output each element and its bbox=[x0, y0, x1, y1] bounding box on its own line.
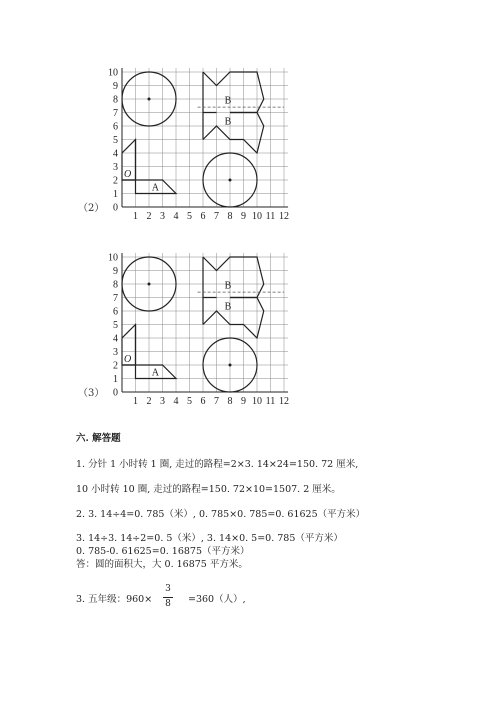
q3-fraction-bar bbox=[163, 597, 173, 598]
x-tick-label: 2 bbox=[146, 211, 152, 222]
y-tick-label: 0 bbox=[113, 387, 118, 399]
y-tick-label: 7 bbox=[113, 108, 118, 119]
grid-figure-2 bbox=[88, 62, 298, 222]
q3-prefix: 3. 五年级：960× bbox=[76, 594, 153, 605]
shape-b-bottom-outline bbox=[203, 113, 264, 154]
y-tick-label: 2 bbox=[113, 175, 118, 187]
y-tick-label: 9 bbox=[113, 81, 118, 92]
q3-numerator: 3 bbox=[165, 584, 171, 594]
y-tick-label: 8 bbox=[113, 94, 118, 106]
shape-a-label: A bbox=[151, 182, 159, 194]
q1-line2: 10 小时转 10 圈, 走过的路程=150. 72×10=1507. 2 厘米。 bbox=[76, 484, 341, 495]
y-tick-label: 8 bbox=[113, 279, 118, 291]
y-tick-label: 9 bbox=[113, 266, 118, 277]
q2-line4: 答：圆的面积大，大 0. 16875 平方米。 bbox=[76, 559, 248, 570]
x-tick-label: 10 bbox=[252, 211, 262, 222]
q2-line3: 0. 785-0. 61625=0. 16875（平方米） bbox=[76, 546, 250, 557]
x-tick-label: 5 bbox=[187, 211, 192, 222]
x-tick-label: 4 bbox=[173, 211, 179, 222]
x-tick-label: 7 bbox=[214, 396, 219, 407]
y-tick-label: 3 bbox=[113, 162, 118, 173]
shape-b-top-outline bbox=[203, 72, 264, 113]
shape-b-bottom-label: B bbox=[224, 301, 232, 313]
x-tick-label: 8 bbox=[227, 211, 233, 222]
figure-2-label: （2） bbox=[78, 203, 105, 214]
y-tick-label: 6 bbox=[113, 306, 118, 318]
q3-denominator: 8 bbox=[165, 599, 171, 609]
shape-b-bottom-outline bbox=[203, 298, 264, 339]
circle-center-top-left bbox=[148, 283, 151, 286]
x-tick-label: 7 bbox=[214, 211, 219, 222]
y-tick-label: 1 bbox=[113, 189, 118, 200]
x-tick-label: 11 bbox=[265, 396, 276, 407]
x-tick-label: 12 bbox=[279, 211, 289, 222]
x-tick-label: 1 bbox=[133, 211, 138, 222]
y-tick-label: 7 bbox=[113, 293, 118, 304]
x-tick-label: 6 bbox=[200, 211, 206, 222]
section-heading: 六. 解答题 bbox=[76, 433, 121, 444]
x-tick-label: 2 bbox=[146, 396, 152, 407]
y-tick-label: 2 bbox=[113, 360, 118, 372]
y-tick-label: 1 bbox=[113, 374, 118, 385]
x-tick-label: 8 bbox=[227, 396, 233, 407]
y-tick-label: 4 bbox=[113, 333, 118, 345]
circle-center-bottom-right bbox=[229, 364, 232, 367]
x-tick-label: 12 bbox=[279, 396, 289, 407]
x-tick-label: 4 bbox=[173, 396, 179, 407]
y-tick-label: 3 bbox=[113, 347, 118, 358]
y-tick-label: 0 bbox=[113, 202, 118, 214]
shape-b-top-outline bbox=[203, 257, 264, 298]
x-tick-label: 3 bbox=[160, 211, 165, 222]
point-o-label: O bbox=[124, 169, 132, 180]
y-tick-label: 6 bbox=[113, 121, 118, 133]
x-tick-label: 9 bbox=[241, 396, 246, 407]
y-tick-label: 10 bbox=[108, 67, 118, 79]
shape-b-top-label: B bbox=[224, 280, 232, 292]
circle-center-bottom-right bbox=[229, 179, 232, 182]
figure-2 bbox=[88, 62, 298, 222]
y-tick-label: 5 bbox=[113, 320, 118, 331]
x-tick-label: 10 bbox=[252, 396, 262, 407]
y-tick-label: 5 bbox=[113, 135, 118, 146]
circle-center-top-left bbox=[148, 98, 151, 101]
shape-b-bottom-label: B bbox=[224, 116, 232, 128]
q2-line1: 2. 3. 14÷4=0. 785（米）, 0. 785×0. 785=0. 61625（平方米） bbox=[76, 509, 366, 520]
x-tick-label: 11 bbox=[265, 211, 276, 222]
figure-3 bbox=[88, 247, 298, 407]
x-tick-label: 5 bbox=[187, 396, 192, 407]
x-tick-label: 9 bbox=[241, 211, 246, 222]
shape-b-top-label: B bbox=[224, 95, 232, 107]
q2-line2: 3. 14÷3. 14÷2=0. 5（米）, 3. 14×0. 5=0. 785（平方米） bbox=[76, 533, 343, 544]
x-tick-label: 3 bbox=[160, 396, 165, 407]
figure-3-label: （3） bbox=[78, 388, 105, 399]
shape-a-label: A bbox=[151, 367, 159, 379]
point-o-label: O bbox=[124, 354, 132, 365]
q3-suffix: =360（人）, bbox=[188, 594, 246, 605]
grid-figure-3 bbox=[88, 247, 298, 407]
x-tick-label: 1 bbox=[133, 396, 138, 407]
y-tick-label: 4 bbox=[113, 148, 118, 160]
y-tick-label: 10 bbox=[108, 252, 118, 264]
x-tick-label: 6 bbox=[200, 396, 206, 407]
q1-line1: 1. 分针 1 小时转 1 圈, 走过的路程=2×3. 14×24=150. 72 厘米, bbox=[76, 459, 359, 470]
